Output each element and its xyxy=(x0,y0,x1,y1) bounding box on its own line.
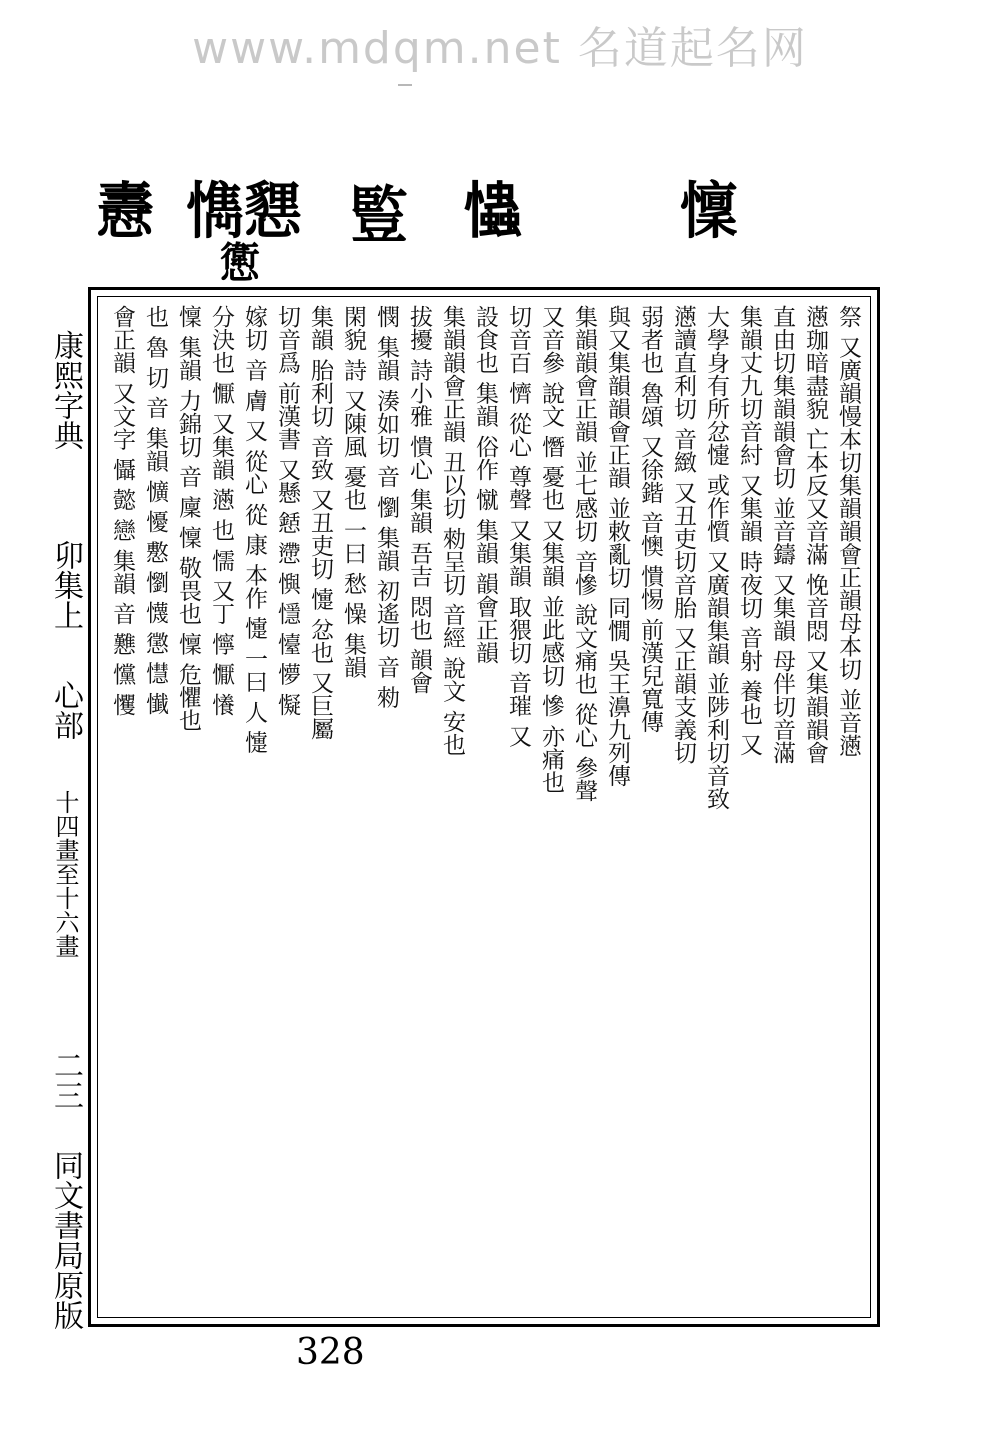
text-column: 祭 又廣韻慢本切集韻韻會正韻母本切 並音懣 xyxy=(835,305,861,757)
text-column: 切音百 懠 從心 尊聲 又集韻 取猥切 音璀 又 xyxy=(505,305,531,748)
seal-glyph: 懏㦟 xyxy=(186,175,303,247)
text-column: 懣讀直利切 音緻 又丑吏切音胎 又正韻支義切 xyxy=(670,305,696,764)
seal-glyph: 𢥞 xyxy=(464,175,523,247)
stroke-range: 十四畫至十六畫 xyxy=(51,790,79,958)
seal-glyph: 㦞 xyxy=(96,175,155,247)
running-header xyxy=(46,330,84,1340)
text-column: 切音爲 前漢書 又懸 懖 懘 懙 懚 懛 懜 懝 xyxy=(274,305,300,716)
text-column: 會正韻 又文字 懾 懿 戀 集韻 音 戁 戃 戄 xyxy=(109,305,135,716)
text-column: 集韻韻會正韻 丑以切 勑呈切 音經 說文 安也 xyxy=(439,305,465,756)
seal-glyph: 䜿 xyxy=(350,179,409,251)
text-column: 閑貌 詩 又陳風 憂也 一曰 愁 懆 集韻 xyxy=(340,305,366,679)
text-column: 又音參 說文 憯 憂也 又集韻 並此感切 慘 亦痛也 xyxy=(538,305,564,794)
text-column: 集韻丈九切音紂 又集韻 時夜切 音射 養也 又 xyxy=(736,305,762,756)
page-number: 328 xyxy=(296,1332,365,1373)
seal-script-headings xyxy=(88,172,888,302)
text-column: 憫 集韻 湊如切 音 懰 集韻 初遙切 音 勑 xyxy=(373,305,399,709)
leaf-number: 二三 xyxy=(48,1050,83,1110)
text-frame-inner xyxy=(97,296,871,1318)
text-column: 與又集韻韻會正韻 並敕亂切 同憪 吳王濞九列傳 xyxy=(604,305,630,787)
text-column: 大學身有所忿懥 或作懫 又廣韻集韻 並陟利切音致 xyxy=(703,305,729,810)
text-column: 懣珈暗盡貌 亡本反又音滿 悗音悶 又集韻韻會 xyxy=(802,305,828,764)
text-column: 拔擾 詩小雅 憒心 集韻 吾吉 悶也 韻會 xyxy=(406,305,432,694)
seal-glyph: 懍 xyxy=(680,175,739,247)
text-column: 懍 集韻 力錦切 音 廩 懍 敬畏也 懍 危懼也 xyxy=(175,305,201,732)
text-column: 直由切集韻韻會切 並音鑄 又集韻 母伴切音滿 xyxy=(769,305,795,764)
text-column: 設食也 集韻 俗作 憱 集韻 韻會正韻 xyxy=(472,305,498,664)
text-column: 嫁切 音 膚 又 從心 從 康 本作 懥 一曰 人 懥 xyxy=(241,305,267,754)
text-column: 集韻韻會正韻 並七感切 音慘 說文痛也 從心 參聲 xyxy=(571,305,597,802)
publisher-label: 同文書局原版 xyxy=(48,1150,83,1330)
text-column: 分決也 懨 又集韻 懣 也 懦 又丁 懧 懨 懩 xyxy=(208,305,234,716)
radical-label: 心部 xyxy=(48,680,83,740)
site-watermark: www.mdqm.net 名道起名网 xyxy=(192,23,808,74)
watermark-dash xyxy=(398,84,412,86)
text-column: 集韻 胎利切 音致 又丑吏切 懥 忿也 又巨屬 xyxy=(307,305,333,740)
text-column: 也 魯 切 音 集韻 懭 懮 懯 懰 懱 懲 懳 懴 xyxy=(142,305,168,715)
collection-label: 卯集上 xyxy=(48,540,83,630)
text-frame xyxy=(88,287,880,1327)
seal-glyph: 㦣 xyxy=(220,238,260,289)
text-column: 弱者也 魯頌 又徐鍇 音懊 憒惕 前漢兒寬傳 xyxy=(637,305,663,733)
book-title: 康熙字典 xyxy=(48,330,83,450)
dictionary-columns xyxy=(105,305,864,1315)
